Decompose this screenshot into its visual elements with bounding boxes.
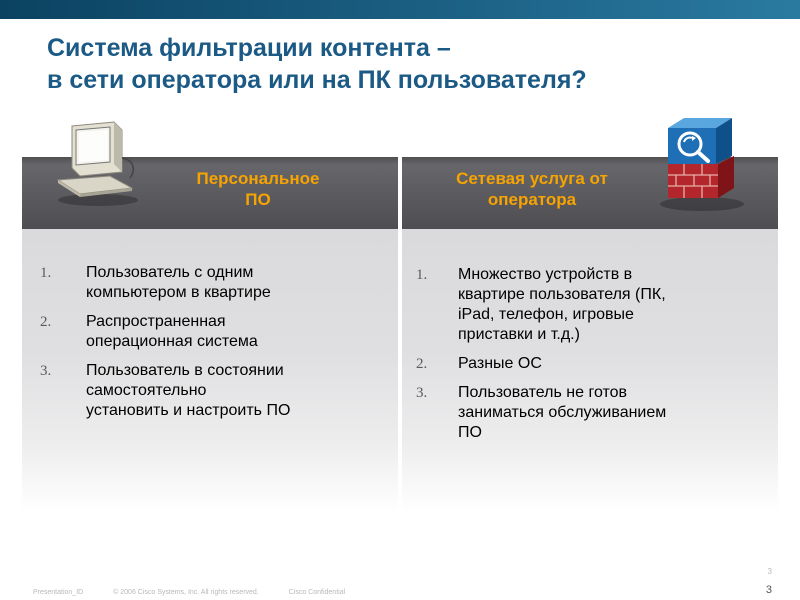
firewall-content-filter-icon [654, 112, 750, 212]
list-item: 2. Разные ОС [416, 355, 542, 372]
list-number: 2. [416, 356, 428, 372]
page-number-small: 3 [767, 567, 772, 576]
column-header-label: Персональное ПО [196, 169, 320, 209]
list-item: 1. Множество устройств в квартире пользователя (ПК, iPad, телефон, игровые приставки и т.д.) [416, 266, 666, 343]
list-item: 2. Распространенная операционная система [40, 313, 258, 350]
column-personal-software [22, 157, 398, 512]
footer-presentation-id: Presentation_ID [33, 589, 84, 596]
footer-confidential: Cisco Confidential [288, 589, 346, 596]
list-item: 3. Пользователь в состоянии самостоятельно установить и настроить ПО [40, 362, 291, 419]
page-number: 3 [765, 584, 772, 596]
slide-title-line-2: в сети оператора или на ПК пользователя? [47, 66, 587, 94]
feature-list [40, 263, 390, 430]
slide-footer [33, 589, 373, 596]
list-item: 1. Пользователь с одним компьютером в квартире [40, 264, 271, 301]
list-number: 1. [416, 267, 428, 283]
feature-list [416, 265, 772, 452]
column-header-label: Сетевая услуга от оператора [456, 169, 608, 209]
footer-copyright: © 2006 Cisco Systems, Inc. All rights reserved. [113, 589, 259, 596]
list-item: 3. Пользователь не готов заниматься обслуживанием ПО [416, 384, 667, 441]
slide-title-line-1: Система фильтрации контента – [47, 34, 451, 62]
list-number: 3. [40, 363, 52, 379]
slide-title [47, 32, 767, 96]
computer-terminal-icon [52, 118, 144, 208]
list-number: 2. [40, 314, 52, 330]
list-number: 3. [416, 385, 428, 401]
top-bar [0, 0, 800, 19]
list-number: 1. [40, 265, 52, 281]
